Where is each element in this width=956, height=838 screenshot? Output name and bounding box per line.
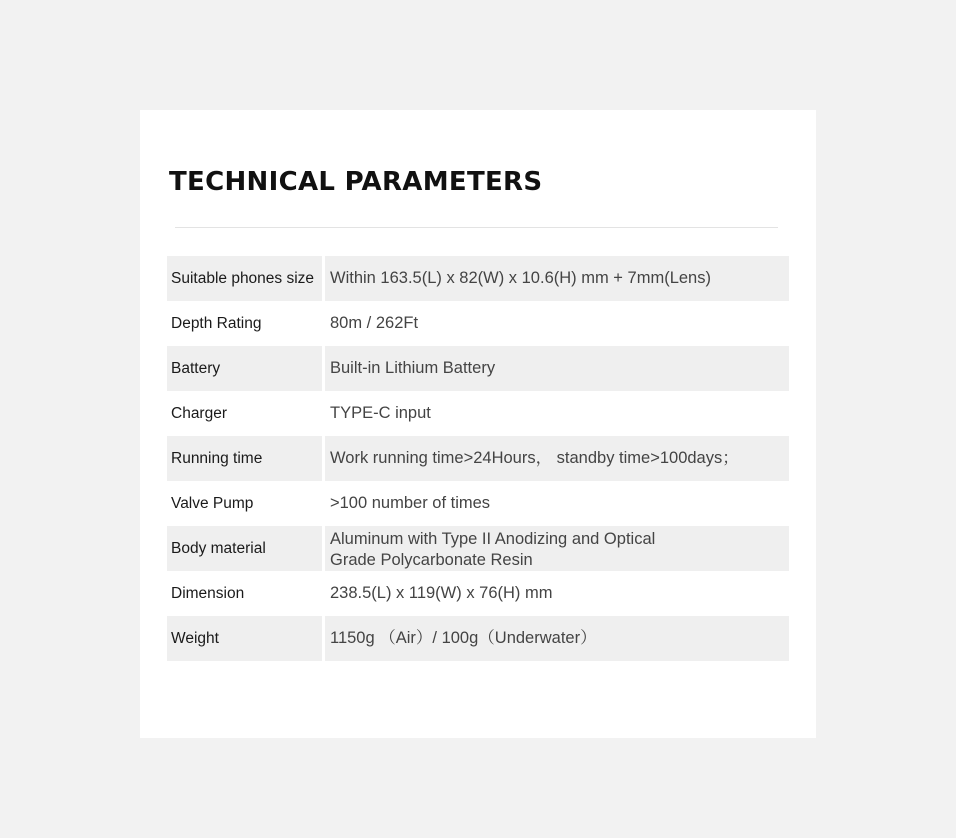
spec-value: 80m / 262Ft — [330, 314, 419, 332]
spec-label: Dimension — [171, 584, 245, 602]
spec-value: TYPE-C input — [330, 404, 431, 422]
spec-row-body-material — [167, 526, 789, 571]
spec-value: >100 number of times — [330, 494, 491, 512]
spec-table — [167, 256, 789, 661]
spec-row-charger — [167, 391, 789, 436]
spec-label: Body material — [167, 526, 322, 571]
spec-row-dimension — [167, 571, 789, 616]
spec-row-phone-size — [167, 256, 789, 301]
page-title: TECHNICAL PARAMETERS — [169, 167, 543, 197]
spec-label: Suitable phones size — [167, 256, 322, 301]
spec-label: Valve Pump — [171, 494, 254, 512]
spec-row-battery — [167, 346, 789, 391]
spec-label: Weight — [167, 616, 322, 661]
spec-value: 238.5(L) x 119(W) x 76(H) mm — [330, 584, 553, 602]
spec-row-depth-rating — [167, 301, 789, 346]
spec-value: Within 163.5(L) x 82(W) x 10.6(H) mm + 7mm(Lens) — [325, 256, 789, 301]
spec-value: Work running time>24Hours， standby time>100days； — [325, 436, 789, 481]
spec-row-weight — [167, 616, 789, 661]
title-divider — [175, 227, 778, 228]
spec-card — [140, 110, 816, 738]
spec-value: Aluminum with Type II Anodizing and Optical Grade Polycarbonate Resin — [325, 526, 789, 571]
spec-value: 1150g （Air）/ 100g（Underwater） — [325, 616, 789, 661]
spec-label: Depth Rating — [171, 314, 262, 332]
spec-row-running-time — [167, 436, 789, 481]
spec-value: Built-in Lithium Battery — [325, 346, 789, 391]
spec-label: Battery — [167, 346, 322, 391]
spec-label: Charger — [171, 404, 227, 422]
spec-row-valve-pump — [167, 481, 789, 526]
spec-label: Running time — [167, 436, 322, 481]
